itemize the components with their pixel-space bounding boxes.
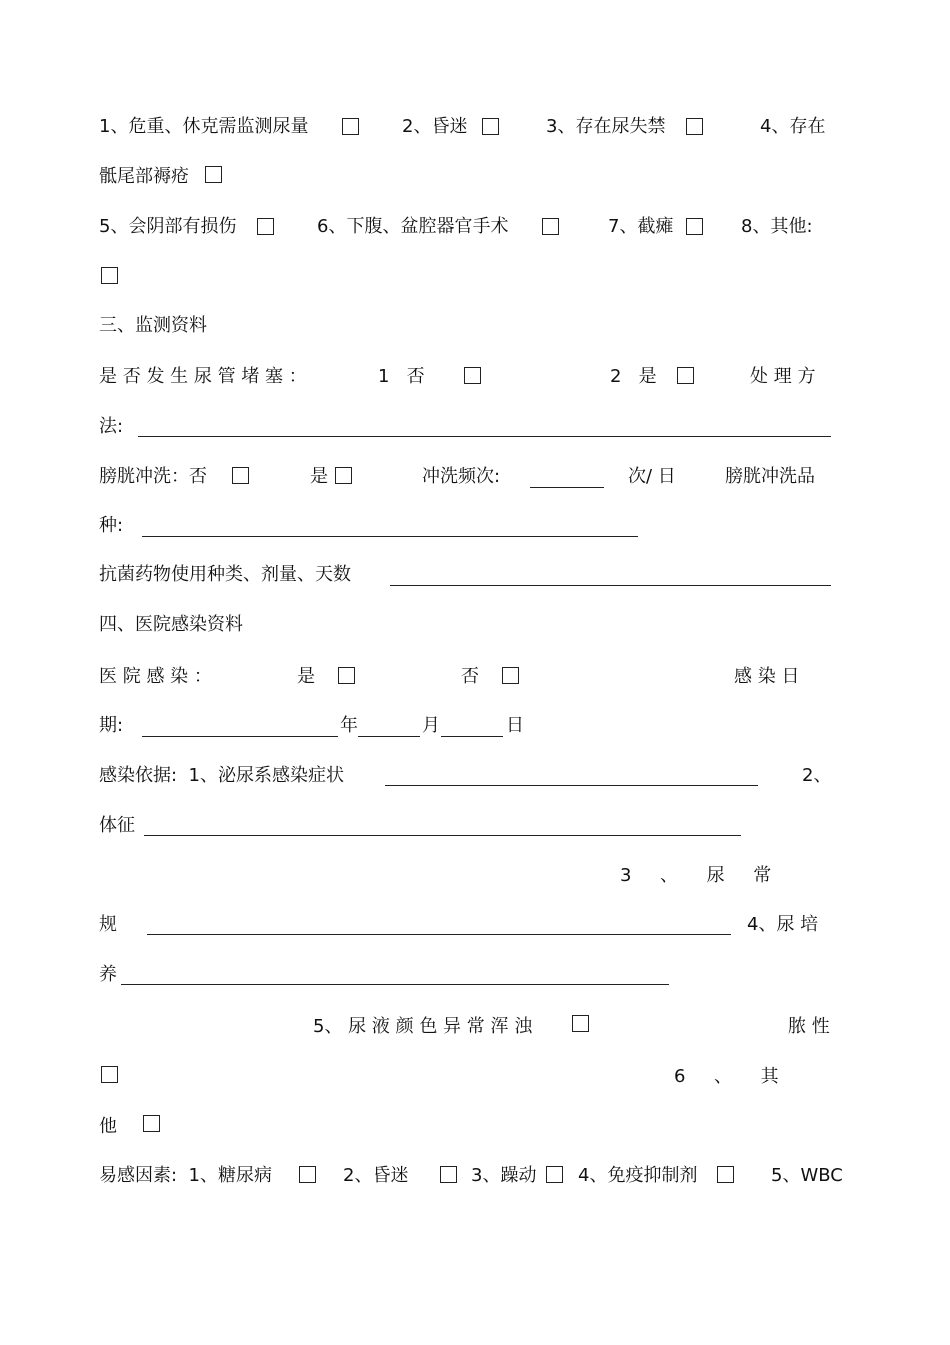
- checkbox-infection-yes[interactable]: [338, 667, 355, 684]
- basis-pus-label: 脓 性: [788, 1016, 830, 1037]
- month-label: 月: [422, 715, 440, 736]
- irrigation-variety-label-cont: 种:: [99, 515, 124, 536]
- checkbox-agitation[interactable]: [546, 1166, 563, 1183]
- section-title-infection: 四、医院感染资料: [99, 614, 243, 635]
- risk-item-bedsore-cont: 骶尾部褥疮: [99, 166, 189, 187]
- risk-factor-coma-label: 2、昏迷: [343, 1165, 409, 1186]
- antibiotics-label: 抗菌药物使用种类、剂量、天数: [99, 564, 351, 585]
- infection-date-label-cont: 期:: [99, 715, 124, 736]
- checkbox-pus[interactable]: [101, 1066, 118, 1083]
- basis-other-label: 6 、 其: [674, 1066, 779, 1087]
- risk-item-paraplegia: 7、截瘫: [608, 216, 674, 237]
- irrigation-unit: 次/ 日: [628, 466, 676, 487]
- checkbox-infection-no[interactable]: [502, 667, 519, 684]
- basis-other-label-cont: 他: [99, 1116, 117, 1137]
- risk-item-perineal: 5、会阴部有损伤: [99, 216, 237, 237]
- risk-item-incontinence: 3、存在尿失禁: [546, 116, 666, 137]
- risk-item-other: 8、其他:: [741, 216, 813, 237]
- infection-year-field[interactable]: [142, 736, 338, 737]
- checkbox-urine-color[interactable]: [572, 1015, 589, 1032]
- checkbox-blockage-yes[interactable]: [677, 367, 694, 384]
- irrigation-frequency-field[interactable]: [530, 487, 604, 488]
- irrigation-variety-field[interactable]: [142, 536, 638, 537]
- infection-yes-label: 是: [297, 666, 315, 687]
- infection-label: 医 院 感 染 ：: [99, 666, 212, 687]
- blockage-method-label: 处 理 方: [750, 366, 816, 387]
- checkbox-paraplegia[interactable]: [686, 218, 703, 235]
- basis-signs-label-cont: 体征: [99, 815, 135, 836]
- checkbox-blockage-no[interactable]: [464, 367, 481, 384]
- checkbox-irrigation-no[interactable]: [232, 467, 249, 484]
- checkbox-perineal[interactable]: [257, 218, 274, 235]
- basis-symptoms-field[interactable]: [385, 785, 758, 786]
- risk-factor-agitation-label: 3、躁动: [471, 1165, 537, 1186]
- basis-signs-field[interactable]: [144, 835, 741, 836]
- basis-urine-routine-field[interactable]: [147, 934, 731, 935]
- risk-factor-immunosuppressant-label: 4、免疫抑制剂: [578, 1165, 698, 1186]
- risk-item-surgery: 6、下腹、盆腔器官手术: [317, 216, 509, 237]
- basis-urine-culture-label-cont: 养: [99, 964, 117, 985]
- day-label: 日: [506, 715, 524, 736]
- checkbox-incontinence[interactable]: [686, 118, 703, 135]
- irrigation-yes-label: 是: [310, 466, 328, 487]
- blockage-question: 是 否 发 生 尿 管 堵 塞 ：: [99, 366, 307, 387]
- blockage-method-label-cont: 法:: [99, 416, 124, 437]
- checkbox-immunosuppressant[interactable]: [717, 1166, 734, 1183]
- basis-urine-culture-label: 4、尿 培: [747, 914, 819, 935]
- checkbox-coma[interactable]: [482, 118, 499, 135]
- year-label: 年: [340, 715, 358, 736]
- blockage-method-field[interactable]: [138, 436, 831, 437]
- risk-item-critical: 1、危重、休克需监测尿量: [99, 116, 309, 137]
- irrigation-label: 膀胱冲洗：否: [99, 466, 207, 487]
- basis-urine-culture-field[interactable]: [121, 984, 669, 985]
- irrigation-frequency-label: 冲洗频次:: [422, 466, 501, 487]
- blockage-yes-label: 2 是: [610, 366, 657, 387]
- basis-urine-routine-label-cont: 规: [99, 914, 117, 935]
- checkbox-other[interactable]: [101, 267, 118, 284]
- risk-factor-diabetes-label: 易感因素: 1、糖尿病: [99, 1165, 272, 1186]
- checkbox-risk-coma[interactable]: [440, 1166, 457, 1183]
- infection-no-label: 否: [461, 666, 479, 687]
- basis-urine-color-label: 5、 尿 液 颜 色 异 常 浑 浊: [313, 1016, 533, 1037]
- risk-factor-wbc-label: 5、WBC: [771, 1165, 843, 1186]
- checkbox-bedsore[interactable]: [205, 166, 222, 183]
- risk-item-coma: 2、昏迷: [402, 116, 468, 137]
- irrigation-variety-label: 膀胱冲洗品: [725, 466, 815, 487]
- basis-signs-label: 2、: [802, 765, 832, 786]
- section-title-monitoring: 三、监测资料: [99, 315, 207, 336]
- blockage-no-label: 1 否: [378, 366, 425, 387]
- basis-urine-routine-label: 3 、 尿 常: [620, 865, 772, 886]
- infection-month-field[interactable]: [358, 736, 420, 737]
- basis-symptoms-label: 感染依据: 1、泌尿系感染症状: [99, 765, 344, 786]
- infection-day-field[interactable]: [441, 736, 503, 737]
- risk-item-bedsore: 4、存在: [760, 116, 826, 137]
- infection-date-label: 感 染 日: [734, 666, 800, 687]
- checkbox-basis-other[interactable]: [143, 1115, 160, 1132]
- antibiotics-field[interactable]: [390, 585, 831, 586]
- checkbox-critical[interactable]: [342, 118, 359, 135]
- checkbox-surgery[interactable]: [542, 218, 559, 235]
- checkbox-irrigation-yes[interactable]: [335, 467, 352, 484]
- checkbox-diabetes[interactable]: [299, 1166, 316, 1183]
